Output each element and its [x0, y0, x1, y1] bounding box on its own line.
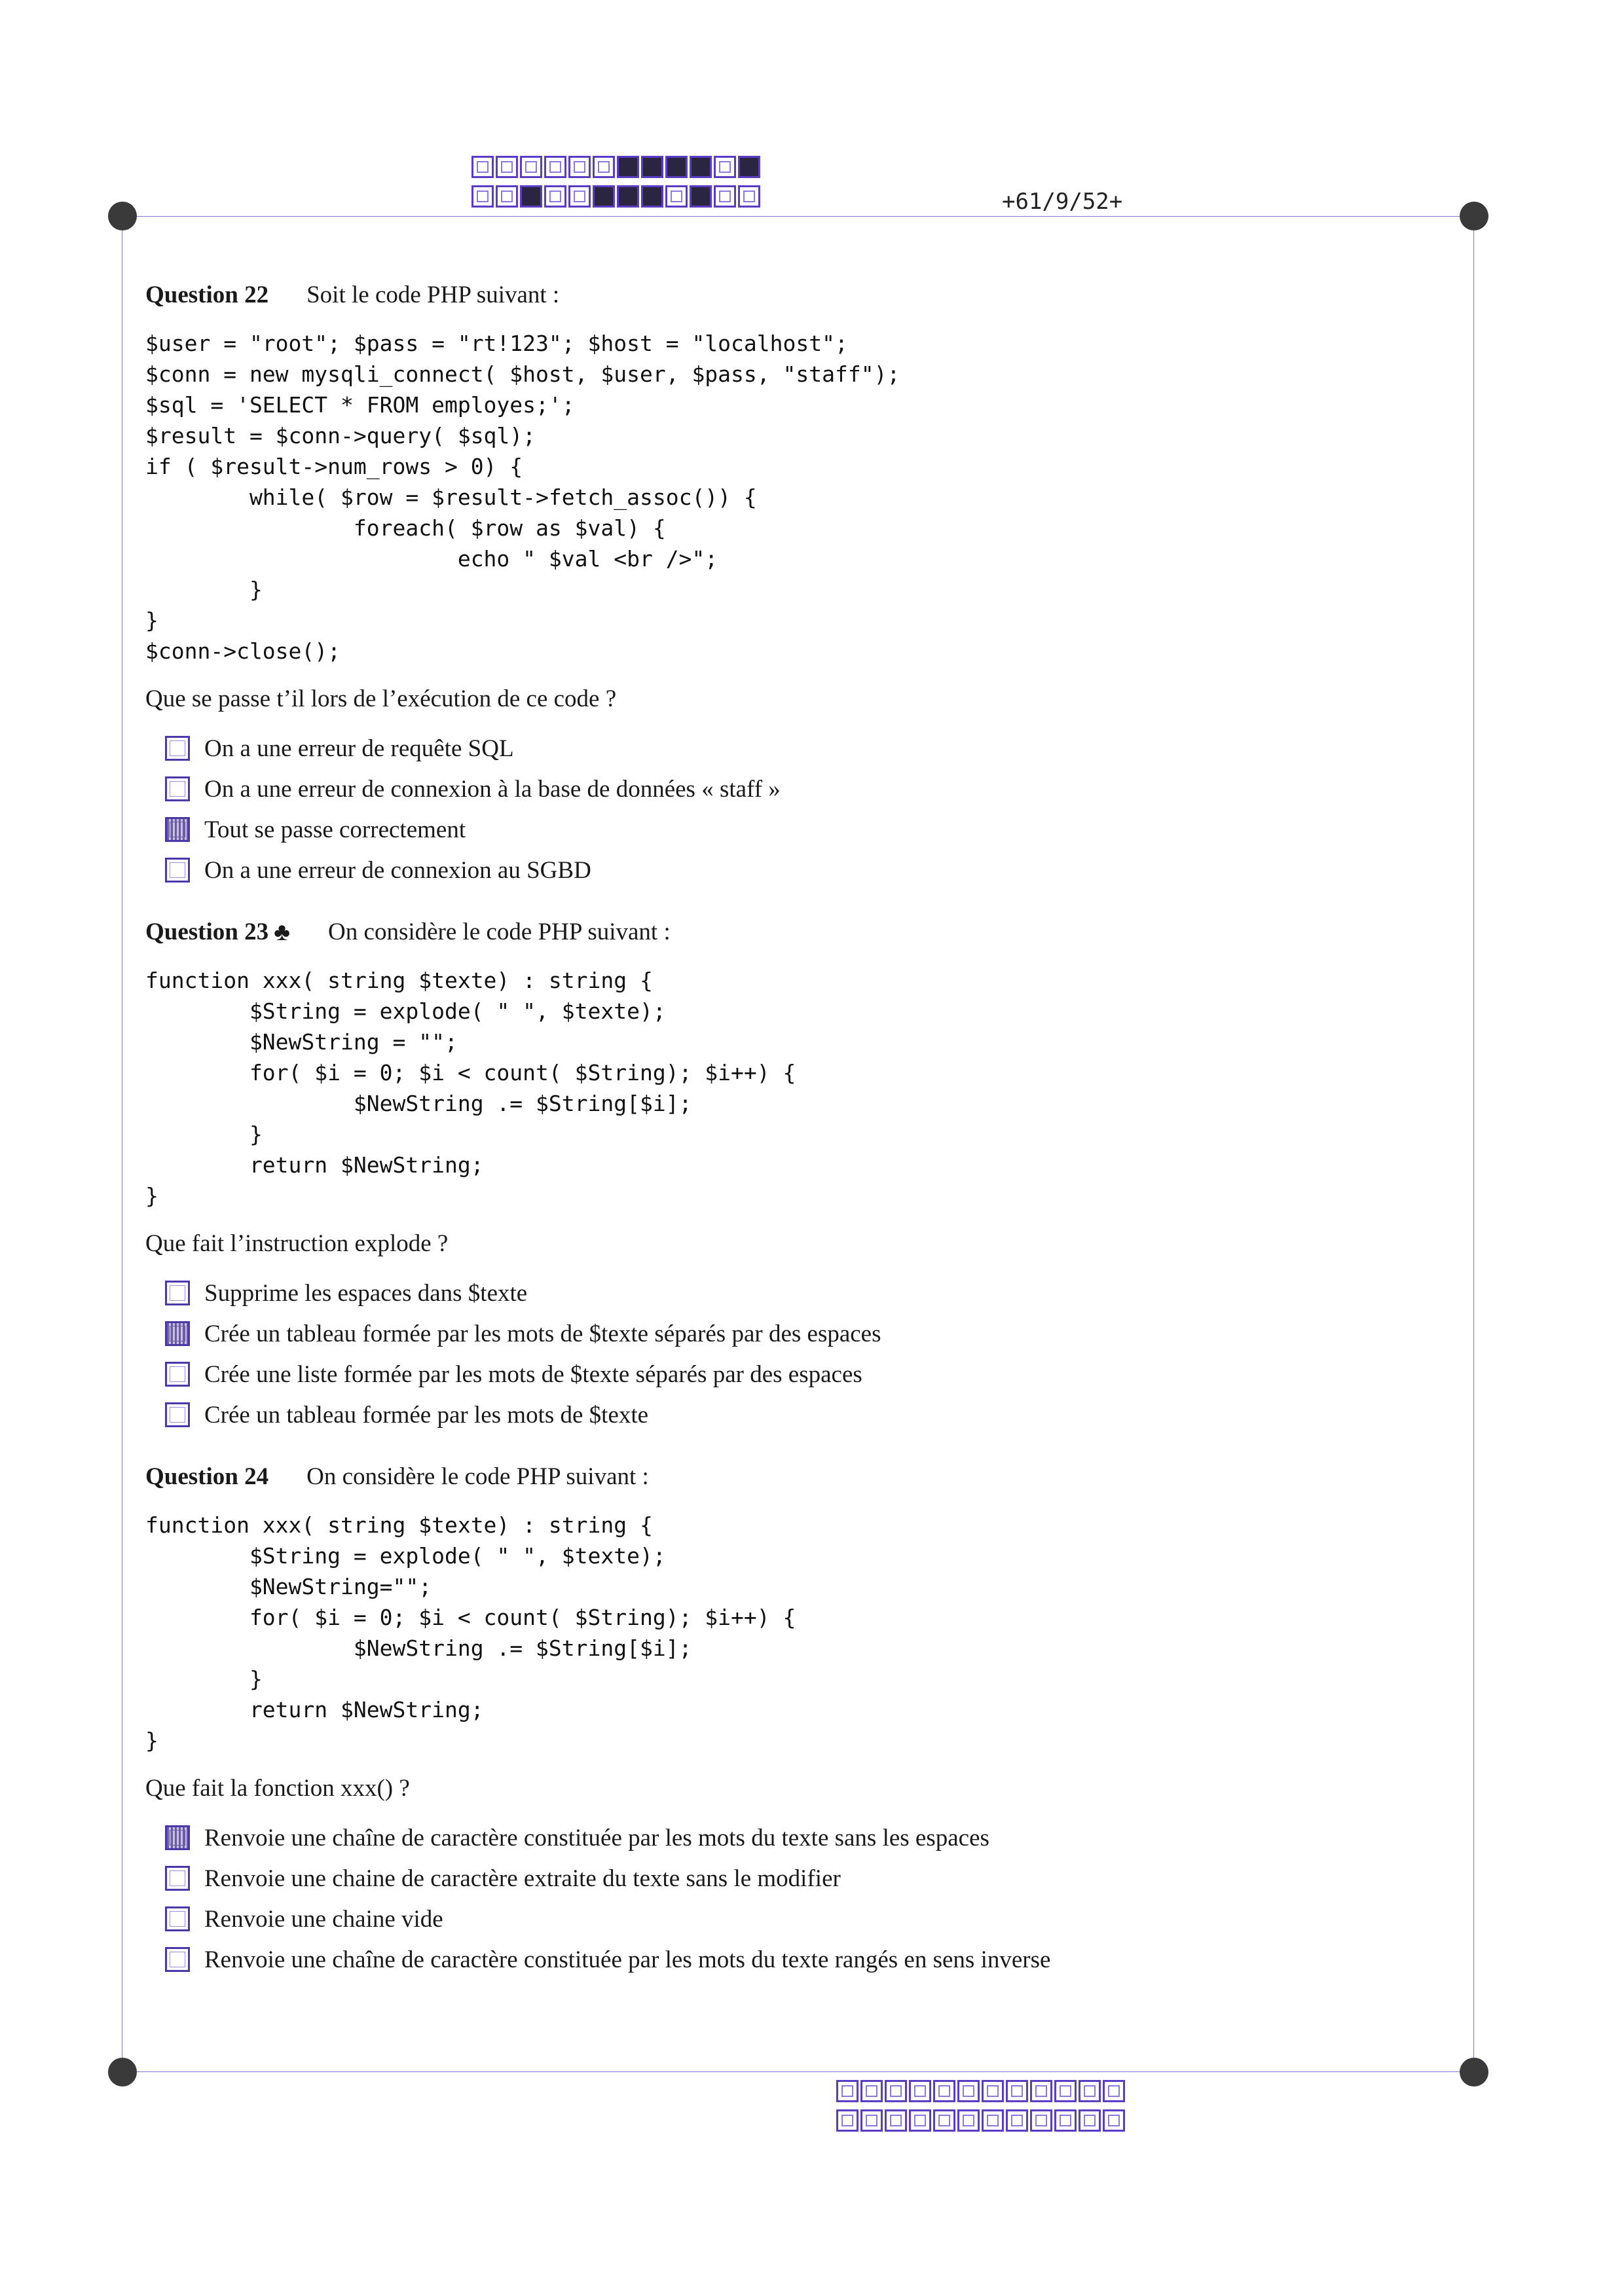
answer-list	[145, 728, 1442, 890]
question-list	[145, 278, 1442, 2005]
code-cell	[544, 156, 566, 178]
code-cell	[1006, 2109, 1028, 2132]
code-cell	[933, 2080, 955, 2102]
code-cell	[496, 156, 518, 178]
answer-option[interactable]	[165, 850, 1442, 890]
top-code-row-2	[471, 185, 762, 208]
checkbox-icon[interactable]	[165, 1362, 190, 1387]
answer-label: Crée une liste formée par les mots de $texte séparés par des espaces	[204, 1360, 862, 1388]
code-cell	[909, 2109, 931, 2132]
question-prompt: Que fait l’instruction explode ?	[145, 1230, 449, 1257]
php-code-block: $user = "root"; $pass = "rt!123"; $host = "localhost"; $conn = new mysqli_connect( $host, $user, $pass, "staff"); $sql = 'SELECT * FROM employes;'; $result = $conn->query( $sql); if ( $result->num_rows > 0) { while( $row = $result->fetch_assoc()) { foreach( $row as $val) { echo " $val <br />"; } } $conn->close();	[145, 331, 900, 664]
code-cell	[1103, 2109, 1125, 2132]
checkbox-checked-icon[interactable]	[165, 1321, 190, 1346]
corner-mark-top-left	[108, 202, 137, 230]
code-cell	[544, 185, 566, 208]
answer-label: Renvoie une chaine de caractère extraite du texte sans le modifier	[204, 1865, 841, 1892]
question-title: Question 24	[145, 1463, 269, 1490]
answer-option[interactable]	[165, 809, 1442, 850]
code-cell	[982, 2080, 1004, 2102]
question-intro: Soit le code PHP suivant :	[306, 282, 560, 308]
code-cell	[860, 2080, 883, 2102]
code-cell	[860, 2109, 883, 2132]
checkbox-icon[interactable]	[165, 858, 190, 883]
code-cell	[982, 2109, 1004, 2132]
checkbox-icon[interactable]	[165, 1281, 190, 1305]
answer-option[interactable]	[165, 1394, 1442, 1435]
code-cell	[909, 2080, 931, 2102]
code-cell	[714, 185, 736, 208]
corner-mark-bottom-left	[108, 2058, 137, 2086]
php-code-block: function xxx( string $texte) : string { $String = explode( " ", $texte); $NewString = ""; for( $i = 0; $i < count( $String); $i++) { $NewString .= $String[$i]; } return $NewString; }	[145, 968, 796, 1209]
answer-option[interactable]	[165, 1939, 1442, 1980]
answer-label: Tout se passe correctement	[204, 816, 466, 843]
code-cell	[1030, 2080, 1052, 2102]
answer-label: Renvoie une chaîne de caractère constituée par les mots du texte rangés en sens inverse	[204, 1946, 1051, 1973]
question-title: Question 23	[145, 919, 269, 945]
code-cell	[665, 156, 688, 178]
answer-option[interactable]	[165, 1354, 1442, 1394]
answer-option[interactable]	[165, 1817, 1442, 1858]
code-cell	[738, 185, 760, 208]
code-cell	[520, 156, 542, 178]
checkbox-icon[interactable]	[165, 1906, 190, 1931]
answer-option[interactable]	[165, 728, 1442, 769]
code-cell	[641, 156, 663, 178]
corner-mark-bottom-right	[1460, 2058, 1488, 2086]
question-24	[145, 1460, 1442, 1980]
code-cell	[593, 185, 615, 208]
bottom-code-row-1	[836, 2080, 1127, 2102]
answer-label: Renvoie une chaine vide	[204, 1905, 443, 1933]
answer-label: On a une erreur de requête SQL	[204, 735, 514, 762]
code-cell	[617, 185, 639, 208]
code-cell	[957, 2109, 980, 2132]
question-title: Question 22	[145, 282, 269, 308]
code-cell	[617, 156, 639, 178]
checkbox-icon[interactable]	[165, 1866, 190, 1891]
question-prompt: Que fait la fonction xxx() ?	[145, 1775, 410, 1802]
answer-label: On a une erreur de connexion à la base de données « staff »	[204, 775, 781, 803]
club-icon: ♣	[274, 919, 291, 946]
code-cell	[520, 185, 542, 208]
code-cell	[714, 156, 736, 178]
answer-label: Supprime les espaces dans $texte	[204, 1279, 528, 1307]
code-cell	[471, 185, 494, 208]
question-22	[145, 278, 1442, 890]
question-intro: On considère le code PHP suivant :	[306, 1463, 649, 1490]
answer-list	[145, 1817, 1442, 1980]
code-cell	[665, 185, 688, 208]
answer-label: Crée un tableau formée par les mots de $texte	[204, 1401, 649, 1429]
code-cell	[885, 2080, 907, 2102]
checkbox-icon[interactable]	[165, 776, 190, 801]
code-cell	[1079, 2080, 1101, 2102]
checkbox-icon[interactable]	[165, 1402, 190, 1427]
question-header	[145, 278, 1442, 312]
code-cell	[836, 2080, 858, 2102]
code-cell	[836, 2109, 858, 2132]
code-cell	[496, 185, 518, 208]
question-23	[145, 915, 1442, 1435]
question-header	[145, 1460, 1442, 1494]
bottom-code-row-2	[836, 2109, 1127, 2132]
code-cell	[1054, 2080, 1077, 2102]
answer-option[interactable]	[165, 1858, 1442, 1899]
answer-label: Renvoie une chaîne de caractère constituée par les mots du texte sans les espaces	[204, 1824, 989, 1851]
answer-option[interactable]	[165, 1899, 1442, 1939]
checkbox-checked-icon[interactable]	[165, 1825, 190, 1850]
question-header	[145, 915, 1442, 949]
question-prompt: Que se passe t’il lors de l’exécution de ce code ?	[145, 685, 617, 712]
code-cell	[738, 156, 760, 178]
code-cell	[690, 185, 712, 208]
code-cell	[1054, 2109, 1077, 2132]
code-cell	[690, 156, 712, 178]
code-cell	[471, 156, 494, 178]
code-cell	[1030, 2109, 1052, 2132]
corner-mark-top-right	[1460, 202, 1488, 230]
answer-option[interactable]	[165, 1313, 1442, 1354]
code-cell	[641, 185, 663, 208]
answer-option[interactable]	[165, 769, 1442, 809]
code-cell	[1103, 2080, 1125, 2102]
code-cell	[933, 2109, 955, 2132]
checkbox-checked-icon[interactable]	[165, 817, 190, 842]
answer-option[interactable]	[165, 1273, 1442, 1313]
question-intro: On considère le code PHP suivant :	[328, 919, 671, 945]
php-code-block: function xxx( string $texte) : string { $String = explode( " ", $texte); $NewString=""; for( $i = 0; $i < count( $String); $i++) { $NewString .= $String[$i]; } return $NewString; }	[145, 1512, 796, 1753]
code-cell	[568, 156, 591, 178]
answer-list	[145, 1273, 1442, 1435]
code-cell	[568, 185, 591, 208]
checkbox-icon[interactable]	[165, 736, 190, 761]
code-cell	[1006, 2080, 1028, 2102]
answer-label: Crée un tableau formée par les mots de $texte séparés par des espaces	[204, 1320, 881, 1347]
code-cell	[885, 2109, 907, 2132]
answer-label: On a une erreur de connexion au SGBD	[204, 856, 591, 884]
top-code-row-1	[471, 156, 762, 178]
code-cell	[1079, 2109, 1101, 2132]
page-identifier: +61/9/52+	[1002, 189, 1123, 215]
code-cell	[593, 156, 615, 178]
checkbox-icon[interactable]	[165, 1947, 190, 1972]
code-cell	[957, 2080, 980, 2102]
